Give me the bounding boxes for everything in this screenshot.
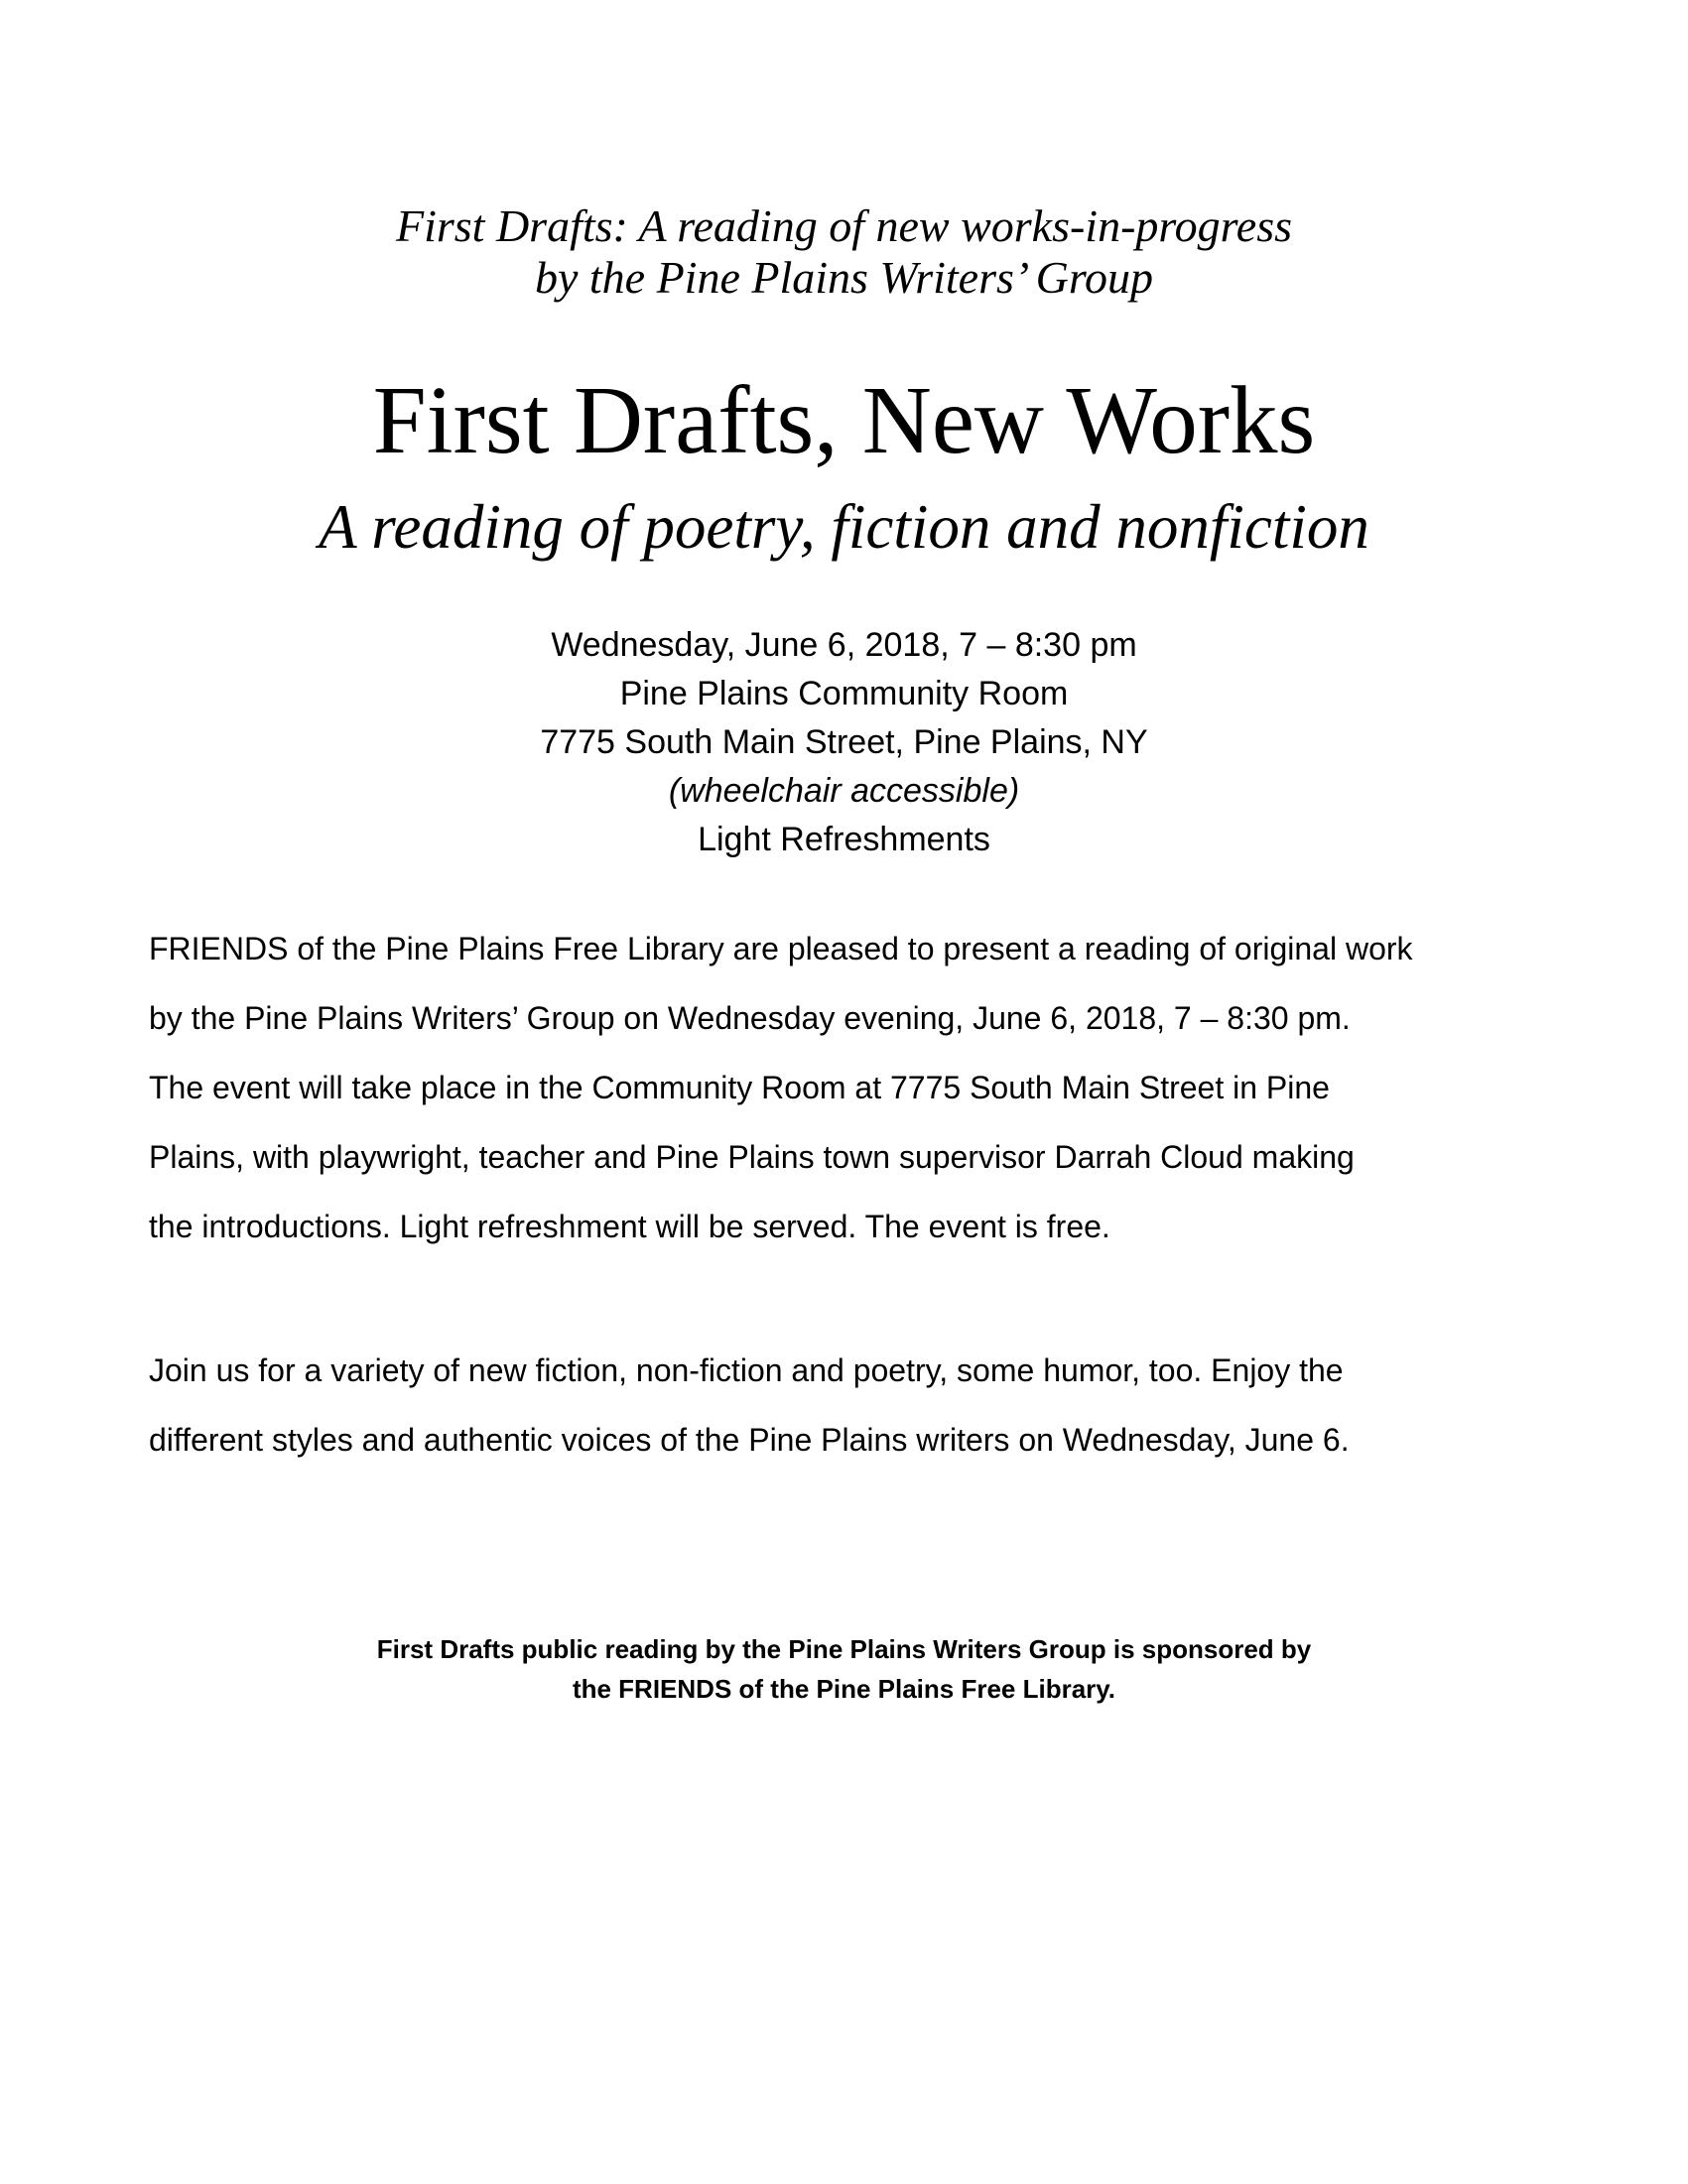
body-paragraph-1 bbox=[149, 914, 1578, 1261]
paragraph-line: by the Pine Plains Writers’ Group on Wednesday evening, June 6, 2018, 7 – 8:30 pm. bbox=[149, 1000, 1351, 1036]
event-accessibility-note: (wheelchair accessible) bbox=[668, 772, 1020, 810]
page-title: First Drafts, New Works bbox=[372, 367, 1316, 473]
paragraph-line: The event will take place in the Community Room at 7775 South Main Street in Pine bbox=[149, 1070, 1330, 1105]
event-kicker bbox=[0, 200, 1688, 304]
sponsor-note bbox=[0, 1629, 1688, 1709]
paragraph-line: FRIENDS of the Pine Plains Free Library are pleased to present a reading of original work bbox=[149, 931, 1413, 966]
kicker-line-1: First Drafts: A reading of new works-in-progress bbox=[396, 200, 1292, 251]
paragraph-line: the introductions. Light refreshment will be served. The event is free. bbox=[149, 1209, 1110, 1244]
body-paragraph-2 bbox=[149, 1336, 1578, 1475]
event-details bbox=[0, 621, 1688, 864]
event-refreshments: Light Refreshments bbox=[698, 821, 990, 858]
paragraph-line: different styles and authentic voices of the Pine Plains writers on Wednesday, June 6. bbox=[149, 1422, 1350, 1458]
event-datetime: Wednesday, June 6, 2018, 7 – 8:30 pm bbox=[551, 626, 1137, 664]
event-venue: Pine Plains Community Room bbox=[619, 675, 1069, 712]
paragraph-line: Plains, with playwright, teacher and Pine Plains town supervisor Darrah Cloud making bbox=[149, 1139, 1355, 1175]
sponsor-line-2: the FRIENDS of the Pine Plains Free Library. bbox=[572, 1674, 1116, 1704]
sponsor-line-1: First Drafts public reading by the Pine Plains Writers Group is sponsored by bbox=[376, 1634, 1312, 1664]
page-subtitle: A reading of poetry, fiction and nonfiction bbox=[319, 492, 1369, 562]
paragraph-line: Join us for a variety of new fiction, non-fiction and poetry, some humor, too. Enjoy the bbox=[149, 1352, 1344, 1388]
event-address: 7775 South Main Street, Pine Plains, NY bbox=[540, 723, 1148, 761]
kicker-line-2: by the Pine Plains Writers’ Group bbox=[534, 252, 1154, 303]
